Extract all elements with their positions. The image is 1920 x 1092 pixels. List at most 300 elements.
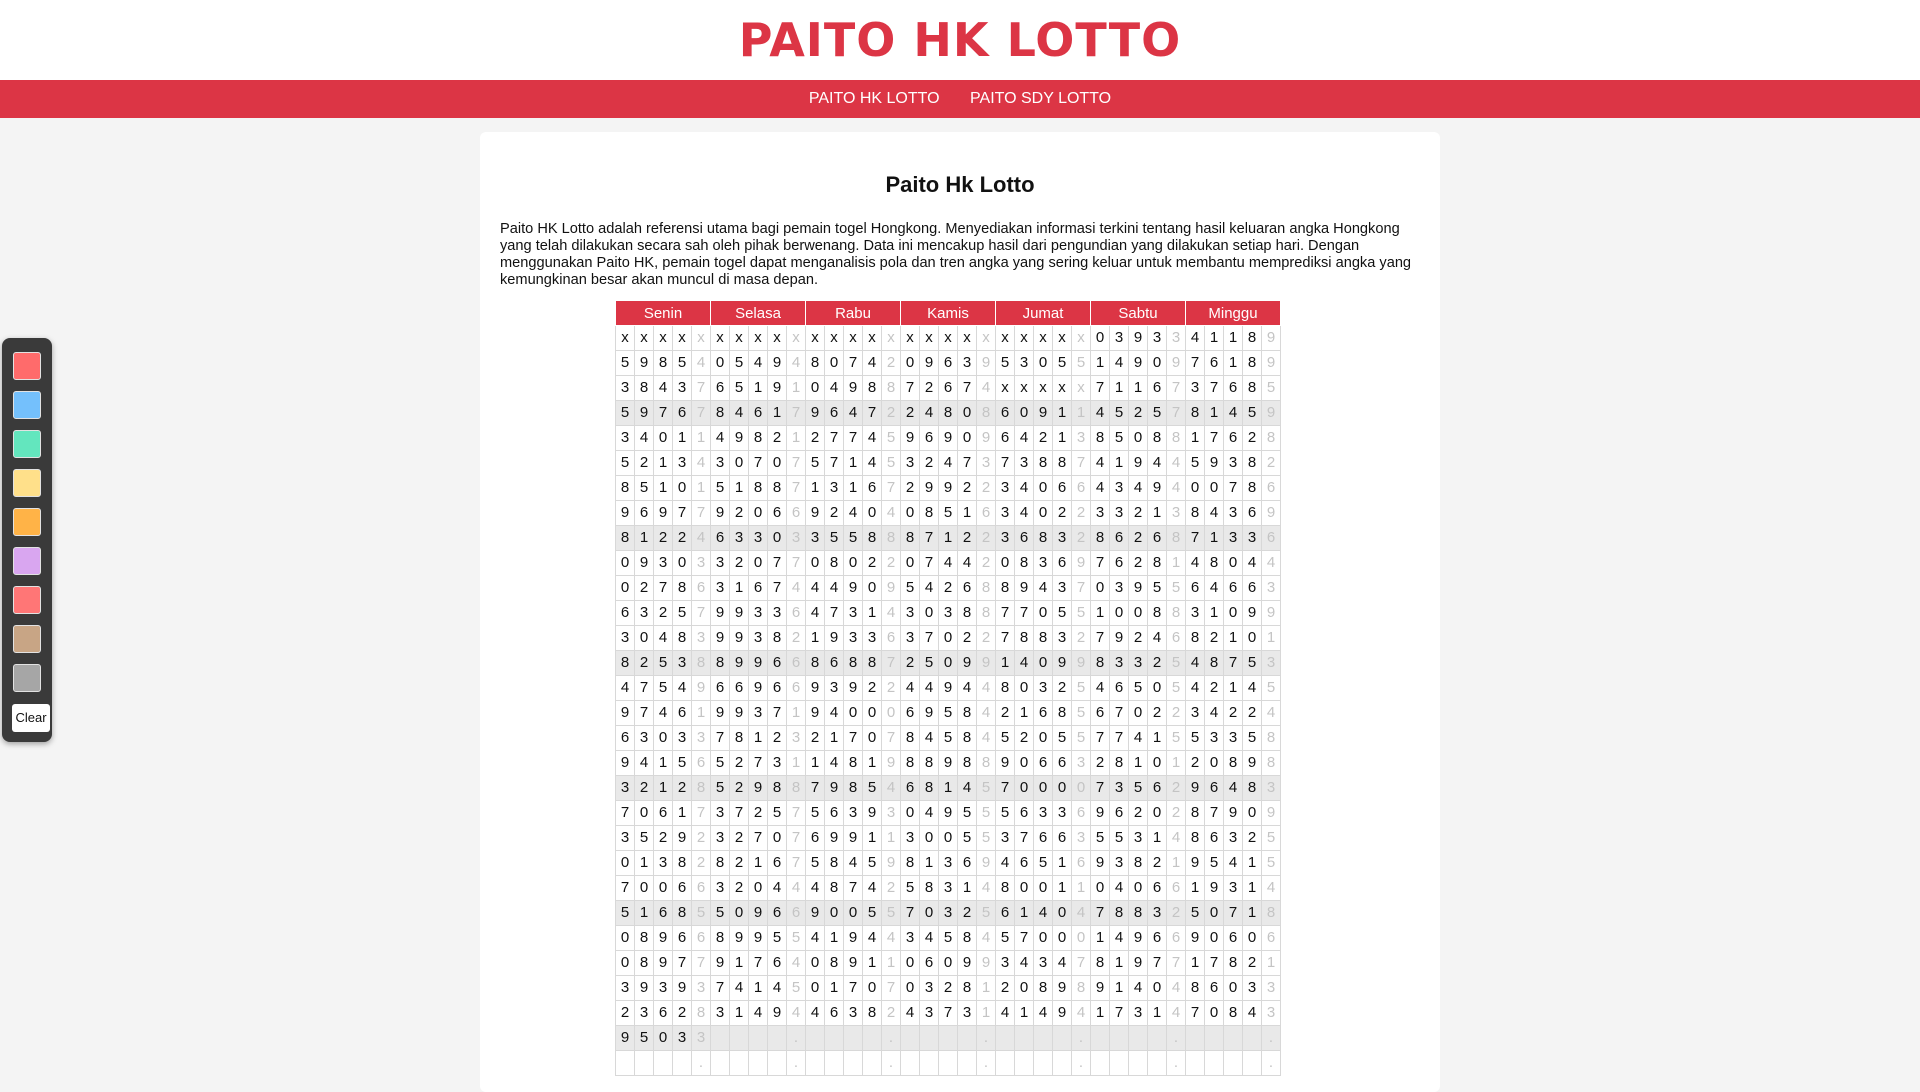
number-cell[interactable]: 3 bbox=[730, 526, 749, 551]
number-cell[interactable]: . bbox=[1262, 1026, 1281, 1051]
number-cell[interactable]: 5 bbox=[635, 1026, 654, 1051]
number-cell[interactable]: 8 bbox=[1205, 651, 1224, 676]
number-cell[interactable] bbox=[844, 1051, 863, 1076]
number-cell[interactable]: 3 bbox=[635, 726, 654, 751]
number-cell[interactable]: 1 bbox=[844, 451, 863, 476]
number-cell[interactable]: 5 bbox=[673, 751, 692, 776]
number-cell[interactable]: 9 bbox=[958, 951, 977, 976]
number-cell[interactable]: 2 bbox=[1243, 826, 1262, 851]
number-cell[interactable]: 0 bbox=[1034, 501, 1053, 526]
number-cell[interactable]: 2 bbox=[1091, 751, 1110, 776]
number-cell[interactable]: 3 bbox=[1262, 776, 1281, 801]
number-cell[interactable]: 4 bbox=[711, 426, 730, 451]
number-cell[interactable]: 0 bbox=[1129, 601, 1148, 626]
number-cell[interactable]: 0 bbox=[1034, 726, 1053, 751]
number-cell[interactable]: 7 bbox=[1186, 351, 1205, 376]
number-cell[interactable]: 3 bbox=[806, 526, 825, 551]
number-cell[interactable]: 4 bbox=[806, 926, 825, 951]
number-cell[interactable]: 7 bbox=[806, 776, 825, 801]
number-cell[interactable]: 1 bbox=[1015, 901, 1034, 926]
number-cell[interactable]: 9 bbox=[844, 926, 863, 951]
number-cell[interactable]: 9 bbox=[730, 926, 749, 951]
number-cell[interactable]: 1 bbox=[1148, 726, 1167, 751]
number-cell[interactable]: 9 bbox=[1262, 401, 1281, 426]
number-cell[interactable]: 7 bbox=[1224, 476, 1243, 501]
number-cell[interactable]: 7 bbox=[673, 501, 692, 526]
number-cell[interactable]: 3 bbox=[1053, 626, 1072, 651]
number-cell[interactable]: 9 bbox=[749, 676, 768, 701]
number-cell[interactable]: 6 bbox=[1262, 476, 1281, 501]
number-cell[interactable]: x bbox=[863, 326, 882, 351]
number-cell[interactable]: 7 bbox=[1205, 801, 1224, 826]
number-cell[interactable]: 8 bbox=[673, 576, 692, 601]
number-cell[interactable]: 2 bbox=[1148, 701, 1167, 726]
number-cell[interactable]: 4 bbox=[692, 451, 711, 476]
number-cell[interactable]: . bbox=[1262, 1051, 1281, 1076]
number-cell[interactable]: 0 bbox=[1129, 876, 1148, 901]
number-cell[interactable]: 0 bbox=[863, 701, 882, 726]
number-cell[interactable]: 2 bbox=[768, 426, 787, 451]
number-cell[interactable]: 9 bbox=[1243, 751, 1262, 776]
number-cell[interactable]: 3 bbox=[1186, 601, 1205, 626]
number-cell[interactable]: 5 bbox=[1072, 676, 1091, 701]
number-cell[interactable]: 9 bbox=[863, 801, 882, 826]
number-cell[interactable]: 1 bbox=[730, 951, 749, 976]
number-cell[interactable]: 9 bbox=[939, 676, 958, 701]
number-cell[interactable]: 4 bbox=[920, 726, 939, 751]
number-cell[interactable]: 5 bbox=[1167, 576, 1186, 601]
number-cell[interactable]: 9 bbox=[730, 601, 749, 626]
number-cell[interactable]: 2 bbox=[1072, 501, 1091, 526]
number-cell[interactable]: 1 bbox=[996, 651, 1015, 676]
number-cell[interactable]: 0 bbox=[1243, 626, 1262, 651]
number-cell[interactable]: 0 bbox=[730, 451, 749, 476]
number-cell[interactable]: 4 bbox=[1167, 476, 1186, 501]
number-cell[interactable]: 5 bbox=[844, 526, 863, 551]
number-cell[interactable]: 9 bbox=[1262, 501, 1281, 526]
number-cell[interactable]: 8 bbox=[996, 876, 1015, 901]
number-cell[interactable]: 2 bbox=[882, 1001, 901, 1026]
number-cell[interactable]: 8 bbox=[939, 401, 958, 426]
number-cell[interactable]: 5 bbox=[711, 476, 730, 501]
number-cell[interactable]: 5 bbox=[616, 451, 635, 476]
number-cell[interactable]: 3 bbox=[1110, 576, 1129, 601]
number-cell[interactable]: 4 bbox=[806, 876, 825, 901]
number-cell[interactable]: 2 bbox=[1167, 776, 1186, 801]
number-cell[interactable]: 6 bbox=[901, 701, 920, 726]
number-cell[interactable]: 1 bbox=[1224, 626, 1243, 651]
number-cell[interactable]: 1 bbox=[654, 751, 673, 776]
number-cell[interactable]: 2 bbox=[692, 851, 711, 876]
number-cell[interactable]: 7 bbox=[882, 651, 901, 676]
number-cell[interactable]: 3 bbox=[711, 801, 730, 826]
number-cell[interactable]: 6 bbox=[1243, 576, 1262, 601]
number-cell[interactable]: 6 bbox=[1224, 926, 1243, 951]
number-cell[interactable]: 4 bbox=[977, 676, 996, 701]
number-cell[interactable]: 3 bbox=[844, 801, 863, 826]
number-cell[interactable]: 3 bbox=[1091, 501, 1110, 526]
number-cell[interactable]: 5 bbox=[901, 576, 920, 601]
number-cell[interactable]: 0 bbox=[1148, 351, 1167, 376]
number-cell[interactable]: 6 bbox=[1224, 376, 1243, 401]
number-cell[interactable]: 9 bbox=[806, 401, 825, 426]
number-cell[interactable]: 3 bbox=[749, 701, 768, 726]
number-cell[interactable]: 6 bbox=[730, 676, 749, 701]
number-cell[interactable]: 1 bbox=[863, 951, 882, 976]
number-cell[interactable]: 1 bbox=[863, 751, 882, 776]
number-cell[interactable]: 4 bbox=[977, 926, 996, 951]
number-cell[interactable]: 6 bbox=[1053, 551, 1072, 576]
number-cell[interactable]: 3 bbox=[616, 776, 635, 801]
number-cell[interactable]: 2 bbox=[958, 901, 977, 926]
number-cell[interactable]: 1 bbox=[749, 726, 768, 751]
number-cell[interactable]: 0 bbox=[1091, 876, 1110, 901]
number-cell[interactable]: 8 bbox=[882, 376, 901, 401]
number-cell[interactable]: 5 bbox=[1262, 676, 1281, 701]
number-cell[interactable]: 5 bbox=[1129, 676, 1148, 701]
number-cell[interactable]: 7 bbox=[882, 976, 901, 1001]
number-cell[interactable]: 4 bbox=[749, 351, 768, 376]
number-cell[interactable]: 5 bbox=[787, 926, 806, 951]
number-cell[interactable]: 8 bbox=[1148, 426, 1167, 451]
number-cell[interactable]: 8 bbox=[635, 376, 654, 401]
number-cell[interactable]: 0 bbox=[749, 551, 768, 576]
number-cell[interactable]: 5 bbox=[1072, 601, 1091, 626]
number-cell[interactable]: 2 bbox=[1129, 626, 1148, 651]
number-cell[interactable]: 4 bbox=[673, 676, 692, 701]
number-cell[interactable]: 6 bbox=[1015, 801, 1034, 826]
number-cell[interactable] bbox=[673, 1051, 692, 1076]
number-cell[interactable]: 8 bbox=[692, 1001, 711, 1026]
number-cell[interactable]: 3 bbox=[654, 551, 673, 576]
number-cell[interactable]: 7 bbox=[1205, 376, 1224, 401]
number-cell[interactable]: 5 bbox=[1262, 376, 1281, 401]
number-cell[interactable]: 0 bbox=[844, 901, 863, 926]
number-cell[interactable]: 0 bbox=[1034, 876, 1053, 901]
number-cell[interactable]: 4 bbox=[958, 776, 977, 801]
number-cell[interactable]: 8 bbox=[1034, 451, 1053, 476]
number-cell[interactable]: 2 bbox=[730, 551, 749, 576]
number-cell[interactable]: 4 bbox=[1262, 701, 1281, 726]
number-cell[interactable]: 2 bbox=[1129, 551, 1148, 576]
number-cell[interactable]: 6 bbox=[806, 826, 825, 851]
number-cell[interactable]: 6 bbox=[1167, 926, 1186, 951]
number-cell[interactable]: 1 bbox=[635, 526, 654, 551]
number-cell[interactable]: 9 bbox=[1091, 976, 1110, 1001]
number-cell[interactable]: 3 bbox=[692, 726, 711, 751]
number-cell[interactable]: 8 bbox=[749, 476, 768, 501]
number-cell[interactable]: 8 bbox=[863, 651, 882, 676]
number-cell[interactable]: 4 bbox=[1034, 901, 1053, 926]
number-cell[interactable]: x bbox=[749, 326, 768, 351]
number-cell[interactable]: 5 bbox=[1186, 901, 1205, 926]
number-cell[interactable] bbox=[806, 1026, 825, 1051]
number-cell[interactable]: 3 bbox=[844, 1001, 863, 1026]
number-cell[interactable]: 4 bbox=[958, 676, 977, 701]
number-cell[interactable]: 8 bbox=[844, 651, 863, 676]
number-cell[interactable] bbox=[1224, 1051, 1243, 1076]
number-cell[interactable]: 3 bbox=[939, 901, 958, 926]
number-cell[interactable]: 3 bbox=[1110, 776, 1129, 801]
number-cell[interactable]: 0 bbox=[825, 901, 844, 926]
number-cell[interactable]: 3 bbox=[616, 426, 635, 451]
number-cell[interactable]: 2 bbox=[654, 526, 673, 551]
number-cell[interactable]: 7 bbox=[1186, 526, 1205, 551]
site-logo[interactable]: PAITO HK LOTTO bbox=[738, 13, 1182, 67]
number-cell[interactable]: 4 bbox=[844, 851, 863, 876]
number-cell[interactable]: 5 bbox=[616, 351, 635, 376]
number-cell[interactable]: 5 bbox=[825, 526, 844, 551]
number-cell[interactable]: 0 bbox=[1205, 926, 1224, 951]
number-cell[interactable]: 1 bbox=[958, 876, 977, 901]
number-cell[interactable]: 6 bbox=[920, 951, 939, 976]
number-cell[interactable]: 2 bbox=[825, 501, 844, 526]
clear-button[interactable]: Clear bbox=[12, 704, 50, 732]
number-cell[interactable]: x bbox=[996, 326, 1015, 351]
number-cell[interactable]: 8 bbox=[711, 401, 730, 426]
number-cell[interactable] bbox=[996, 1051, 1015, 1076]
number-cell[interactable]: 7 bbox=[901, 901, 920, 926]
number-cell[interactable]: 2 bbox=[730, 776, 749, 801]
number-cell[interactable]: 3 bbox=[1129, 826, 1148, 851]
number-cell[interactable] bbox=[844, 1026, 863, 1051]
number-cell[interactable]: x bbox=[711, 326, 730, 351]
number-cell[interactable]: 6 bbox=[1053, 751, 1072, 776]
number-cell[interactable]: 2 bbox=[939, 976, 958, 1001]
number-cell[interactable]: 3 bbox=[996, 826, 1015, 851]
number-cell[interactable]: 4 bbox=[920, 801, 939, 826]
number-cell[interactable]: 8 bbox=[1110, 901, 1129, 926]
number-cell[interactable]: 5 bbox=[996, 726, 1015, 751]
color-swatch[interactable] bbox=[13, 586, 41, 614]
number-cell[interactable]: 3 bbox=[996, 476, 1015, 501]
number-cell[interactable]: 1 bbox=[1262, 626, 1281, 651]
number-cell[interactable]: 5 bbox=[882, 901, 901, 926]
number-cell[interactable]: 2 bbox=[654, 601, 673, 626]
number-cell[interactable]: 8 bbox=[920, 751, 939, 776]
number-cell[interactable]: 4 bbox=[1015, 501, 1034, 526]
number-cell[interactable]: 2 bbox=[1129, 526, 1148, 551]
number-cell[interactable]: 8 bbox=[1034, 976, 1053, 1001]
number-cell[interactable]: 7 bbox=[1224, 651, 1243, 676]
number-cell[interactable]: 0 bbox=[1110, 601, 1129, 626]
number-cell[interactable] bbox=[920, 1051, 939, 1076]
number-cell[interactable]: 4 bbox=[1224, 851, 1243, 876]
number-cell[interactable]: 7 bbox=[1091, 626, 1110, 651]
number-cell[interactable]: 6 bbox=[825, 801, 844, 826]
number-cell[interactable]: . bbox=[692, 1051, 711, 1076]
number-cell[interactable]: 7 bbox=[787, 401, 806, 426]
number-cell[interactable]: 0 bbox=[806, 551, 825, 576]
number-cell[interactable]: 1 bbox=[749, 376, 768, 401]
number-cell[interactable]: 0 bbox=[635, 801, 654, 826]
number-cell[interactable]: 2 bbox=[901, 476, 920, 501]
number-cell[interactable]: 0 bbox=[616, 851, 635, 876]
number-cell[interactable]: 2 bbox=[1129, 501, 1148, 526]
number-cell[interactable]: 2 bbox=[1129, 801, 1148, 826]
number-cell[interactable]: 1 bbox=[787, 376, 806, 401]
number-cell[interactable] bbox=[1243, 1051, 1262, 1076]
number-cell[interactable] bbox=[1186, 1051, 1205, 1076]
number-cell[interactable]: 6 bbox=[1262, 526, 1281, 551]
number-cell[interactable]: 9 bbox=[920, 351, 939, 376]
number-cell[interactable]: 3 bbox=[1167, 326, 1186, 351]
number-cell[interactable]: 4 bbox=[654, 626, 673, 651]
number-cell[interactable]: 0 bbox=[1034, 926, 1053, 951]
number-cell[interactable]: 1 bbox=[882, 826, 901, 851]
number-cell[interactable]: 3 bbox=[1129, 651, 1148, 676]
number-cell[interactable]: 3 bbox=[616, 826, 635, 851]
number-cell[interactable]: 2 bbox=[882, 676, 901, 701]
number-cell[interactable]: 7 bbox=[787, 801, 806, 826]
number-cell[interactable]: 5 bbox=[730, 351, 749, 376]
number-cell[interactable]: 6 bbox=[996, 401, 1015, 426]
number-cell[interactable]: 6 bbox=[1091, 701, 1110, 726]
number-cell[interactable]: x bbox=[806, 326, 825, 351]
number-cell[interactable]: 0 bbox=[958, 426, 977, 451]
number-cell[interactable]: 4 bbox=[1224, 401, 1243, 426]
number-cell[interactable]: 8 bbox=[1091, 426, 1110, 451]
number-cell[interactable]: 3 bbox=[1148, 901, 1167, 926]
number-cell[interactable]: 8 bbox=[673, 901, 692, 926]
number-cell[interactable]: 7 bbox=[692, 501, 711, 526]
number-cell[interactable]: x bbox=[654, 326, 673, 351]
number-cell[interactable]: 7 bbox=[958, 451, 977, 476]
number-cell[interactable]: 9 bbox=[730, 701, 749, 726]
number-cell[interactable]: 9 bbox=[1110, 626, 1129, 651]
number-cell[interactable]: 9 bbox=[920, 476, 939, 501]
number-cell[interactable]: 5 bbox=[1205, 851, 1224, 876]
number-cell[interactable]: 9 bbox=[1186, 926, 1205, 951]
number-cell[interactable]: 6 bbox=[787, 601, 806, 626]
number-cell[interactable]: 6 bbox=[1072, 801, 1091, 826]
nav-link-paito-hk[interactable]: PAITO HK LOTTO bbox=[808, 90, 940, 107]
number-cell[interactable]: 8 bbox=[901, 726, 920, 751]
number-cell[interactable]: 7 bbox=[1148, 951, 1167, 976]
number-cell[interactable]: 1 bbox=[1053, 401, 1072, 426]
number-cell[interactable]: 3 bbox=[1224, 876, 1243, 901]
number-cell[interactable]: 1 bbox=[1243, 851, 1262, 876]
number-cell[interactable]: x bbox=[1053, 376, 1072, 401]
number-cell[interactable]: 0 bbox=[920, 826, 939, 851]
number-cell[interactable]: 4 bbox=[1205, 501, 1224, 526]
number-cell[interactable]: 9 bbox=[977, 851, 996, 876]
number-cell[interactable]: 4 bbox=[787, 351, 806, 376]
number-cell[interactable]: 8 bbox=[711, 926, 730, 951]
number-cell[interactable] bbox=[863, 1051, 882, 1076]
number-cell[interactable]: 0 bbox=[1072, 776, 1091, 801]
number-cell[interactable]: 8 bbox=[768, 476, 787, 501]
number-cell[interactable]: 7 bbox=[996, 776, 1015, 801]
number-cell[interactable]: 9 bbox=[844, 376, 863, 401]
number-cell[interactable]: 4 bbox=[1167, 826, 1186, 851]
number-cell[interactable] bbox=[939, 1026, 958, 1051]
number-cell[interactable]: 7 bbox=[692, 601, 711, 626]
number-cell[interactable]: 9 bbox=[616, 751, 635, 776]
number-cell[interactable]: 4 bbox=[996, 1001, 1015, 1026]
number-cell[interactable]: 1 bbox=[825, 726, 844, 751]
number-cell[interactable]: 2 bbox=[635, 651, 654, 676]
number-cell[interactable]: 4 bbox=[1167, 1001, 1186, 1026]
number-cell[interactable]: 4 bbox=[1224, 776, 1243, 801]
number-cell[interactable]: 4 bbox=[882, 501, 901, 526]
number-cell[interactable]: 3 bbox=[787, 526, 806, 551]
number-cell[interactable]: x bbox=[1053, 326, 1072, 351]
number-cell[interactable]: 7 bbox=[749, 751, 768, 776]
number-cell[interactable]: 6 bbox=[692, 751, 711, 776]
number-cell[interactable]: 5 bbox=[1053, 351, 1072, 376]
number-cell[interactable]: 1 bbox=[882, 951, 901, 976]
number-cell[interactable]: 9 bbox=[635, 351, 654, 376]
number-cell[interactable]: 6 bbox=[711, 526, 730, 551]
number-cell[interactable]: 0 bbox=[958, 401, 977, 426]
number-cell[interactable]: 1 bbox=[1224, 351, 1243, 376]
number-cell[interactable]: 2 bbox=[1205, 626, 1224, 651]
number-cell[interactable]: 3 bbox=[1053, 801, 1072, 826]
number-cell[interactable]: 0 bbox=[1053, 776, 1072, 801]
number-cell[interactable]: 4 bbox=[920, 576, 939, 601]
number-cell[interactable]: 8 bbox=[977, 576, 996, 601]
number-cell[interactable] bbox=[920, 1026, 939, 1051]
number-cell[interactable]: 4 bbox=[1186, 326, 1205, 351]
number-cell[interactable]: 8 bbox=[958, 726, 977, 751]
number-cell[interactable]: 4 bbox=[958, 551, 977, 576]
number-cell[interactable]: 5 bbox=[1262, 851, 1281, 876]
number-cell[interactable]: 3 bbox=[1053, 526, 1072, 551]
number-cell[interactable]: 1 bbox=[787, 701, 806, 726]
number-cell[interactable]: 3 bbox=[692, 551, 711, 576]
number-cell[interactable]: 7 bbox=[1091, 551, 1110, 576]
number-cell[interactable]: 7 bbox=[1015, 826, 1034, 851]
number-cell[interactable]: 9 bbox=[977, 351, 996, 376]
number-cell[interactable]: 4 bbox=[844, 401, 863, 426]
number-cell[interactable]: 7 bbox=[730, 801, 749, 826]
number-cell[interactable]: 4 bbox=[1186, 676, 1205, 701]
number-cell[interactable]: 2 bbox=[977, 626, 996, 651]
number-cell[interactable]: 9 bbox=[882, 851, 901, 876]
color-swatch[interactable] bbox=[13, 547, 41, 575]
number-cell[interactable]: 6 bbox=[1053, 476, 1072, 501]
number-cell[interactable]: 2 bbox=[730, 501, 749, 526]
number-cell[interactable]: 4 bbox=[1015, 426, 1034, 451]
number-cell[interactable]: 8 bbox=[1186, 501, 1205, 526]
number-cell[interactable]: 4 bbox=[1034, 1001, 1053, 1026]
number-cell[interactable]: 4 bbox=[977, 726, 996, 751]
number-cell[interactable]: 5 bbox=[768, 801, 787, 826]
number-cell[interactable]: 0 bbox=[616, 551, 635, 576]
number-cell[interactable]: 9 bbox=[806, 901, 825, 926]
number-cell[interactable]: 2 bbox=[768, 726, 787, 751]
number-cell[interactable]: 2 bbox=[673, 776, 692, 801]
number-cell[interactable]: 7 bbox=[711, 726, 730, 751]
number-cell[interactable]: 2 bbox=[1053, 501, 1072, 526]
number-cell[interactable]: 8 bbox=[901, 751, 920, 776]
number-cell[interactable]: 5 bbox=[1072, 351, 1091, 376]
number-cell[interactable]: 8 bbox=[1167, 426, 1186, 451]
number-cell[interactable]: 8 bbox=[958, 701, 977, 726]
number-cell[interactable] bbox=[1205, 1026, 1224, 1051]
number-cell[interactable] bbox=[1110, 1026, 1129, 1051]
number-cell[interactable]: 9 bbox=[730, 626, 749, 651]
number-cell[interactable]: 9 bbox=[616, 501, 635, 526]
number-cell[interactable]: 1 bbox=[1110, 376, 1129, 401]
number-cell[interactable]: 0 bbox=[654, 426, 673, 451]
number-cell[interactable]: 8 bbox=[825, 951, 844, 976]
number-cell[interactable]: 6 bbox=[882, 626, 901, 651]
number-cell[interactable]: 9 bbox=[977, 651, 996, 676]
number-cell[interactable]: 5 bbox=[1186, 451, 1205, 476]
number-cell[interactable]: 2 bbox=[730, 751, 749, 776]
